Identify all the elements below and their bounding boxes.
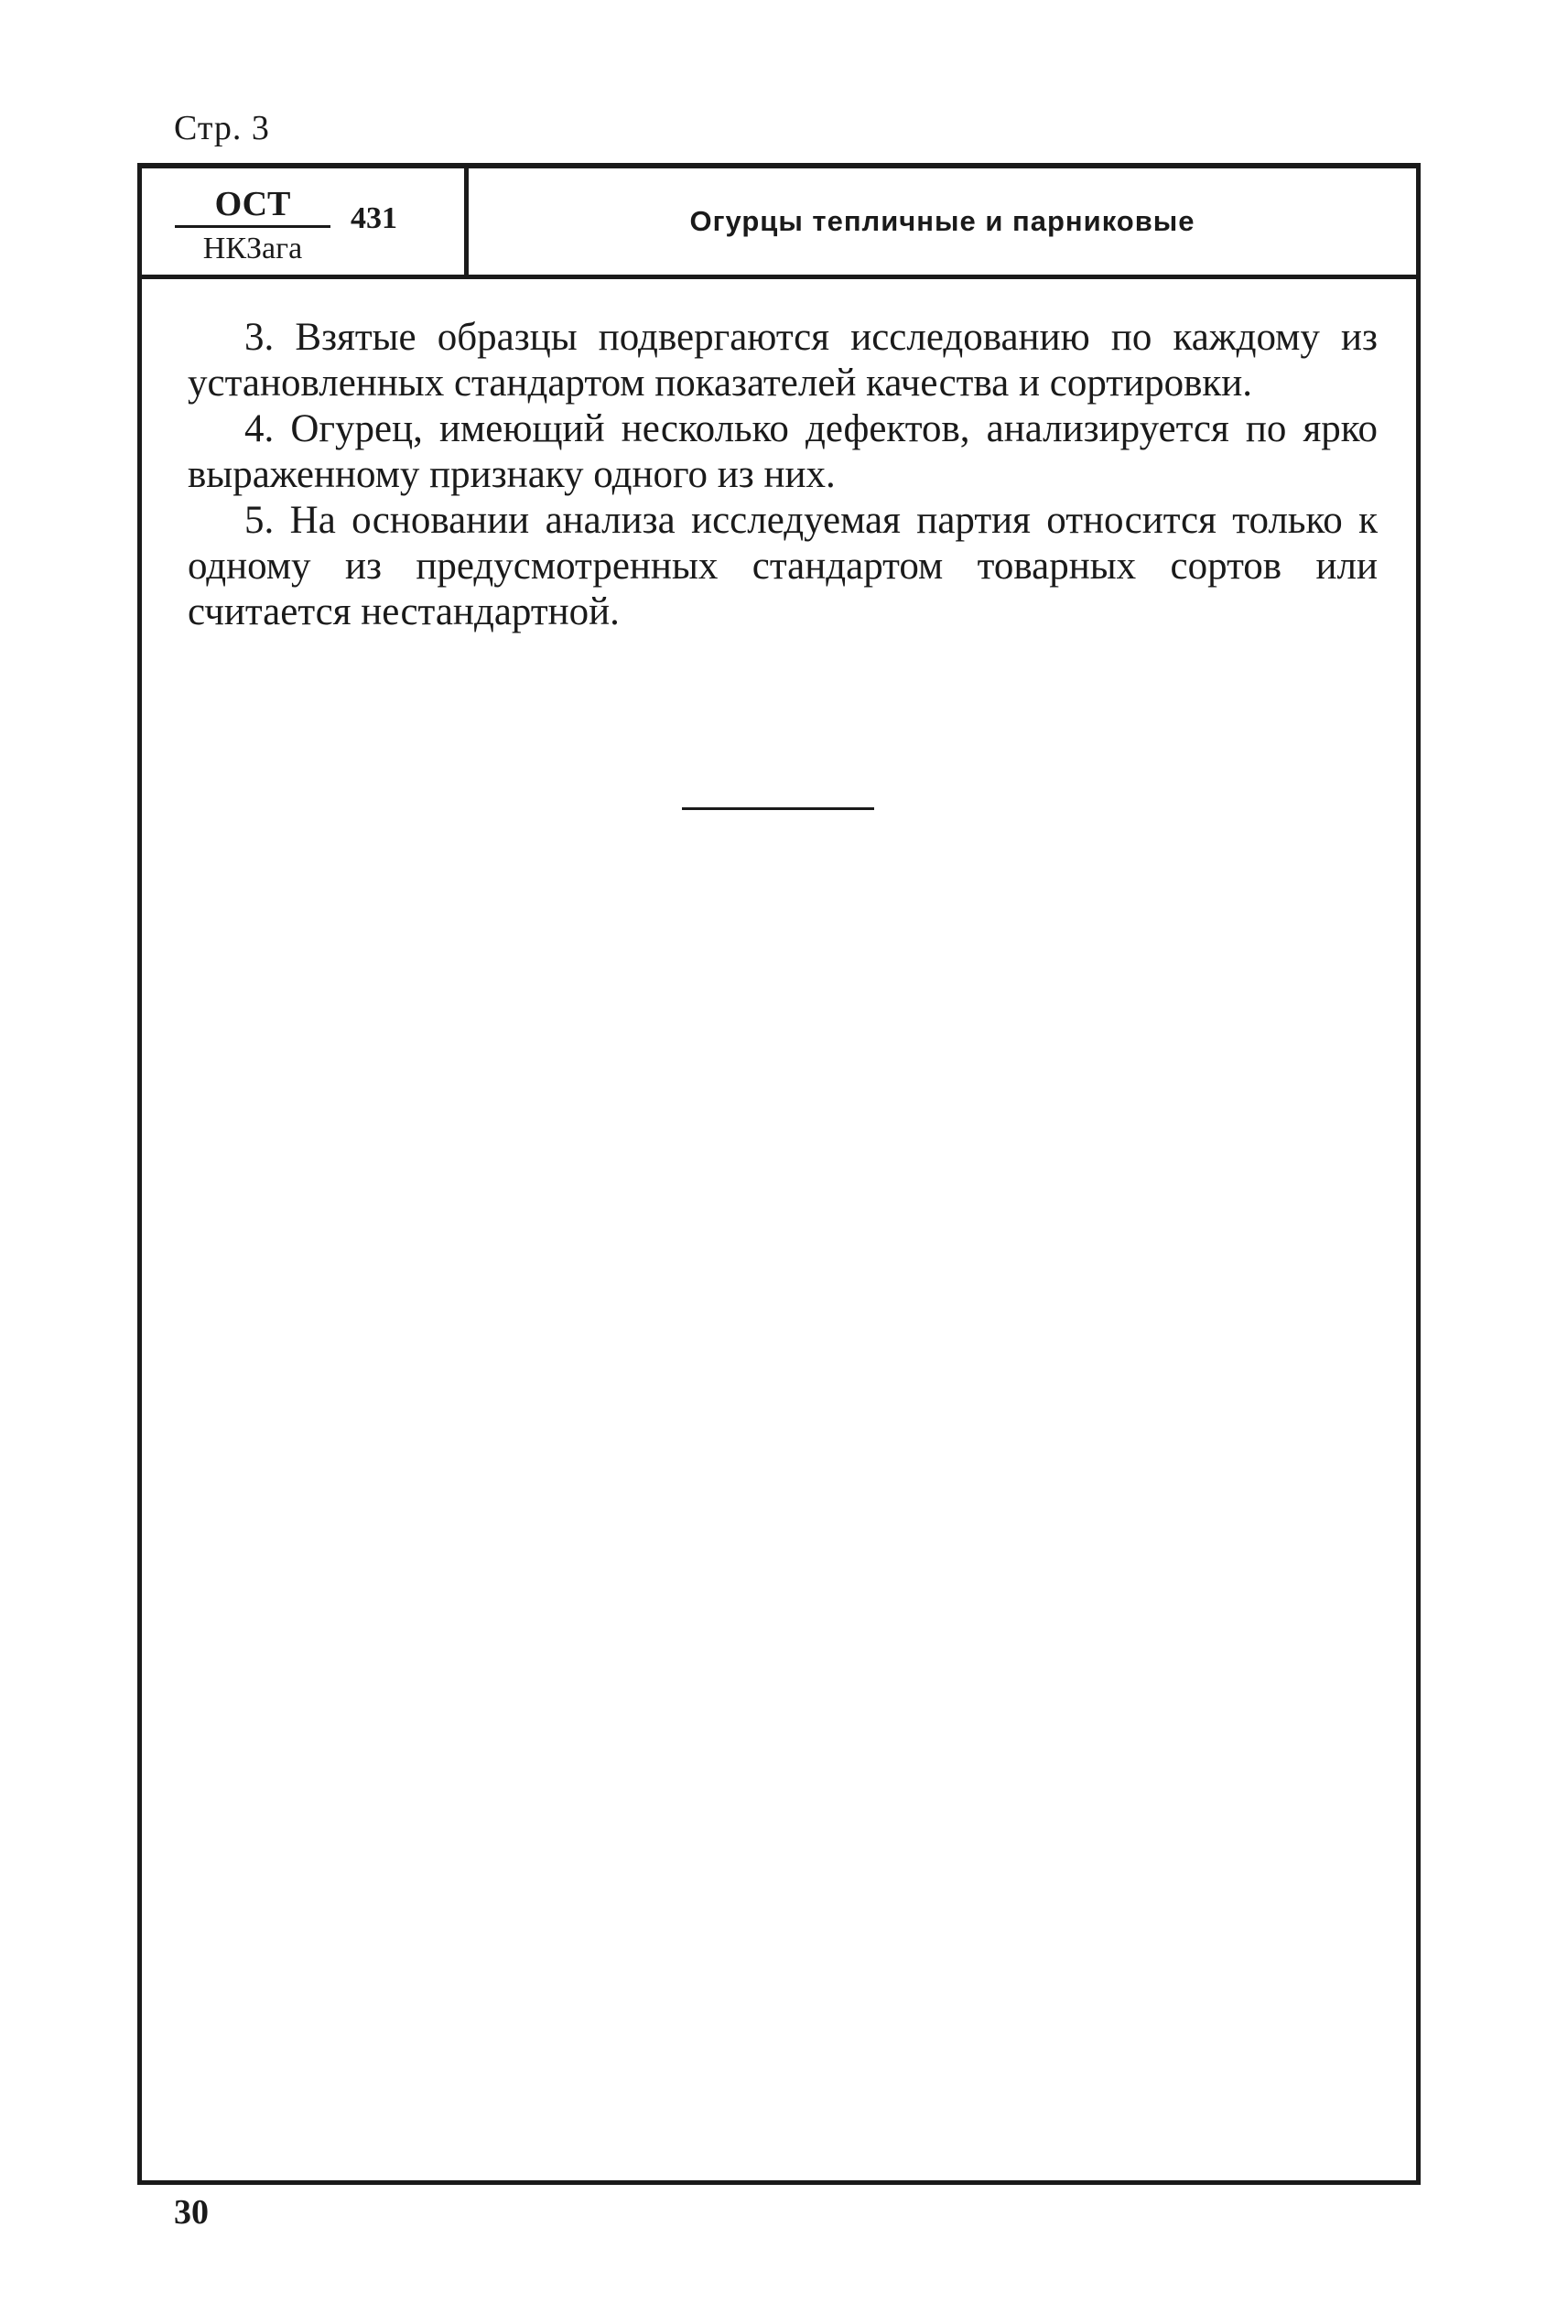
standard-code-cell [142,168,469,275]
standard-code-denominator: НКЗага [202,232,303,265]
body-text [188,315,1378,635]
paragraph-5: 5. На основании анализа исследуемая партия относится только к одному из предусмотренных стандартом товарных сортов или считается нестандартной. [188,499,1378,633]
document-header [142,168,1416,279]
page-number: 30 [174,2193,209,2232]
page-label: Стр. 3 [174,109,270,147]
standard-code-fraction [175,185,330,268]
end-divider [682,807,874,810]
document-title: Огурцы тепличные и парниковые [689,205,1195,237]
standard-code-numerator: ОСТ [175,185,330,228]
paragraph-3: 3. Взятые образцы подвергаются исследованию по каждому из установленных стандартом показателей качества и сортировки. [188,316,1378,405]
standard-number: 431 [351,201,397,235]
page-frame [137,163,1421,2185]
paragraph-4: 4. Огурец, имеющий несколько дефектов, анализируется по ярко выраженному признаку одного из них. [188,407,1378,496]
